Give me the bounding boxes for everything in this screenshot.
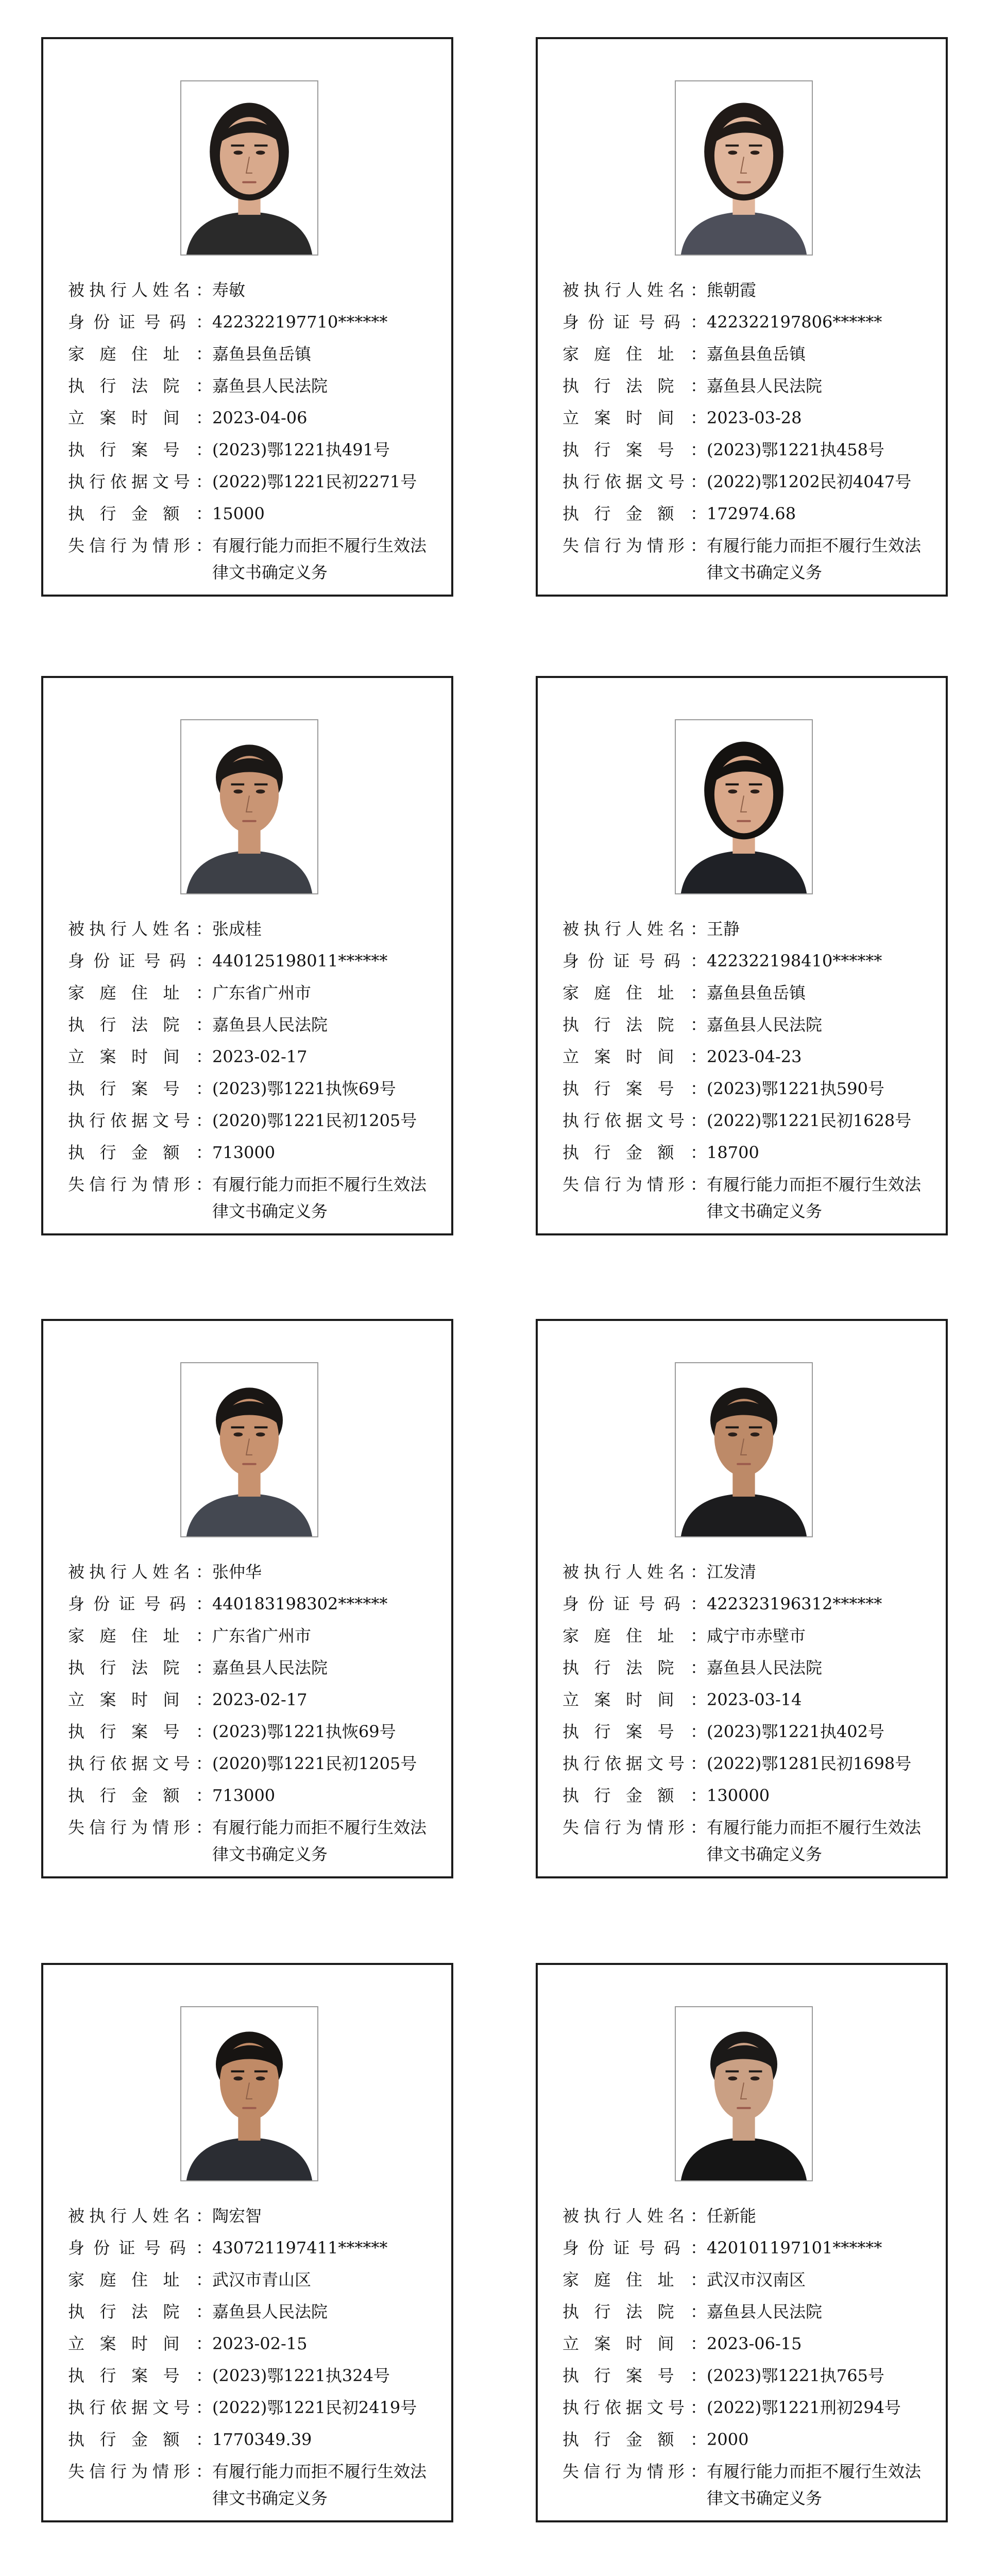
field-row-name	[68, 1556, 441, 1588]
person-card	[536, 37, 948, 597]
field-value-address: 咸宁市赤壁市	[707, 1626, 806, 1646]
field-row-behavior	[68, 2455, 441, 2512]
field-value-behavior: 有履行能力而拒不履行生效法律文书确定义务	[707, 1818, 922, 1864]
field-label-id: 身 份 证 号 码 ：	[68, 951, 212, 971]
field-label-court: 执 行 法 院 ：	[68, 1015, 212, 1035]
field-label-behavior: 失 信 行 为 情 形 ：	[68, 536, 212, 555]
field-label-address: 家 庭 住 址 ：	[562, 983, 707, 1003]
field-row-id	[562, 2232, 935, 2264]
field-value-case: (2023)鄂1221执402号	[707, 1722, 884, 1741]
info-fields	[68, 2200, 441, 2512]
field-value-filed: 2023-04-23	[707, 1047, 802, 1066]
field-value-amount: 2000	[707, 2430, 749, 2449]
field-label-name: 被 执 行 人 姓 名 ：	[562, 1562, 707, 1582]
field-value-name: 王静	[707, 919, 740, 939]
field-value-filed: 2023-02-15	[212, 2334, 308, 2353]
field-label-behavior: 失 信 行 为 情 形 ：	[562, 1175, 707, 1194]
field-row-behavior	[68, 1168, 441, 1225]
field-row-court	[562, 2296, 935, 2328]
field-label-address: 家 庭 住 址 ：	[562, 2270, 707, 2290]
field-value-address: 广东省广州市	[212, 983, 312, 1003]
field-row-court	[562, 1009, 935, 1041]
field-value-amount: 130000	[707, 1786, 770, 1805]
field-value-id: 440183198302******	[212, 1594, 388, 1614]
field-value-court: 嘉鱼县人民法院	[212, 2302, 328, 2321]
field-label-court: 执 行 法 院 ：	[562, 1015, 707, 1035]
field-row-behavior	[68, 1811, 441, 1868]
field-label-filed: 立 案 时 间 ：	[562, 2334, 707, 2353]
field-row-case	[562, 2360, 935, 2392]
field-row-court	[68, 370, 441, 402]
field-value-amount: 15000	[212, 504, 265, 523]
field-value-name: 张仲华	[212, 1562, 262, 1582]
field-row-filed	[68, 2328, 441, 2360]
portrait-photo	[180, 80, 318, 256]
field-row-address	[68, 338, 441, 370]
field-value-filed: 2023-02-17	[212, 1690, 308, 1709]
field-row-id	[562, 306, 935, 338]
field-row-behavior	[562, 1811, 935, 1868]
field-label-behavior: 失 信 行 为 情 形 ：	[562, 536, 707, 555]
field-value-id: 422322197806******	[707, 312, 882, 332]
field-row-filed	[562, 402, 935, 434]
field-label-case: 执 行 案 号 ：	[68, 1722, 212, 1741]
field-value-basis: (2020)鄂1221民初1205号	[212, 1754, 417, 1773]
field-row-address	[68, 2264, 441, 2296]
field-label-amount: 执 行 金 额 ：	[68, 1143, 212, 1162]
field-row-basis	[562, 2392, 935, 2424]
field-value-id: 422322198410******	[707, 951, 882, 971]
field-label-court: 执 行 法 院 ：	[562, 376, 707, 396]
field-value-address: 嘉鱼县鱼岳镇	[707, 983, 806, 1003]
field-value-address: 嘉鱼县鱼岳镇	[212, 344, 312, 364]
field-label-filed: 立 案 时 间 ：	[68, 1690, 212, 1709]
field-label-filed: 立 案 时 间 ：	[562, 408, 707, 428]
info-fields	[68, 913, 441, 1225]
field-row-filed	[68, 402, 441, 434]
field-label-id: 身 份 证 号 码 ：	[68, 1594, 212, 1614]
field-label-id: 身 份 证 号 码 ：	[68, 2238, 212, 2258]
field-value-address: 武汉市青山区	[212, 2270, 312, 2290]
field-label-case: 执 行 案 号 ：	[562, 2366, 707, 2385]
field-label-id: 身 份 证 号 码 ：	[562, 951, 707, 971]
field-label-basis: 执 行 依 据 文 号 ：	[68, 1111, 212, 1130]
field-value-case: (2023)鄂1221执324号	[212, 2366, 390, 2385]
field-row-amount	[562, 498, 935, 530]
person-card	[41, 37, 453, 597]
field-row-filed	[562, 2328, 935, 2360]
field-row-name	[562, 1556, 935, 1588]
field-row-filed	[562, 1041, 935, 1073]
field-value-address: 嘉鱼县鱼岳镇	[707, 344, 806, 364]
field-row-id	[562, 945, 935, 977]
field-row-behavior	[562, 1168, 935, 1225]
field-value-court: 嘉鱼县人民法院	[707, 1015, 823, 1035]
field-row-basis	[562, 1748, 935, 1780]
field-value-court: 嘉鱼县人民法院	[707, 376, 823, 396]
field-label-amount: 执 行 金 额 ：	[562, 504, 707, 523]
portrait-photo	[180, 719, 318, 894]
field-value-address: 武汉市汉南区	[707, 2270, 806, 2290]
field-value-id: 422323196312******	[707, 1594, 882, 1614]
field-label-case: 执 行 案 号 ：	[562, 1079, 707, 1098]
field-row-case	[68, 2360, 441, 2392]
field-row-amount	[68, 1137, 441, 1168]
info-fields	[562, 2200, 935, 2512]
field-label-basis: 执 行 依 据 文 号 ：	[68, 2398, 212, 2417]
field-label-amount: 执 行 金 额 ：	[562, 2430, 707, 2449]
field-value-name: 熊朝霞	[707, 280, 757, 300]
field-row-case	[562, 1073, 935, 1105]
field-label-filed: 立 案 时 间 ：	[562, 1047, 707, 1066]
field-value-behavior: 有履行能力而拒不履行生效法律文书确定义务	[212, 1818, 427, 1864]
field-value-basis: (2022)鄂1221刑初294号	[707, 2398, 901, 2417]
field-label-case: 执 行 案 号 ：	[562, 440, 707, 460]
field-label-court: 执 行 法 院 ：	[562, 2302, 707, 2321]
field-row-name	[68, 913, 441, 945]
field-value-filed: 2023-03-28	[707, 408, 802, 428]
field-label-amount: 执 行 金 额 ：	[562, 1786, 707, 1805]
field-label-case: 执 行 案 号 ：	[562, 1722, 707, 1741]
field-label-name: 被 执 行 人 姓 名 ：	[68, 919, 212, 939]
field-row-name	[562, 913, 935, 945]
field-row-behavior	[68, 530, 441, 586]
field-row-address	[68, 1620, 441, 1652]
field-row-basis	[68, 466, 441, 498]
field-value-amount: 713000	[212, 1143, 276, 1162]
person-card	[41, 1319, 453, 1878]
field-row-case	[68, 1716, 441, 1748]
field-label-filed: 立 案 时 间 ：	[68, 408, 212, 428]
field-row-case	[68, 1073, 441, 1105]
field-label-case: 执 行 案 号 ：	[68, 1079, 212, 1098]
field-value-behavior: 有履行能力而拒不履行生效法律文书确定义务	[212, 536, 427, 582]
field-label-basis: 执 行 依 据 文 号 ：	[68, 472, 212, 492]
field-row-amount	[68, 498, 441, 530]
field-label-behavior: 失 信 行 为 情 形 ：	[562, 2462, 707, 2481]
field-value-name: 寿敏	[212, 280, 246, 300]
field-row-court	[562, 370, 935, 402]
field-row-behavior	[562, 2455, 935, 2512]
field-value-id: 440125198011******	[212, 951, 388, 971]
field-label-id: 身 份 证 号 码 ：	[68, 312, 212, 332]
field-value-address: 广东省广州市	[212, 1626, 312, 1646]
person-card	[536, 1319, 948, 1878]
field-value-amount: 172974.68	[707, 504, 796, 523]
field-value-name: 任新能	[707, 2206, 757, 2226]
field-label-basis: 执 行 依 据 文 号 ：	[562, 2398, 707, 2417]
field-value-case: (2023)鄂1221执恢69号	[212, 1079, 396, 1098]
field-row-id	[562, 1588, 935, 1620]
field-label-id: 身 份 证 号 码 ：	[562, 2238, 707, 2258]
field-row-id	[68, 306, 441, 338]
field-value-case: (2023)鄂1221执765号	[707, 2366, 884, 2385]
field-label-behavior: 失 信 行 为 情 形 ：	[68, 2462, 212, 2481]
field-value-filed: 2023-03-14	[707, 1690, 802, 1709]
field-label-behavior: 失 信 行 为 情 形 ：	[68, 1818, 212, 1837]
field-row-basis	[68, 1105, 441, 1137]
field-value-court: 嘉鱼县人民法院	[707, 1658, 823, 1677]
field-row-amount	[562, 1137, 935, 1168]
field-value-case: (2023)鄂1221执458号	[707, 440, 884, 460]
portrait-photo	[675, 2006, 813, 2181]
field-row-address	[68, 977, 441, 1009]
field-label-id: 身 份 证 号 码 ：	[562, 312, 707, 332]
field-row-case	[68, 434, 441, 466]
field-value-behavior: 有履行能力而拒不履行生效法律文书确定义务	[212, 2462, 427, 2508]
field-value-name: 张成桂	[212, 919, 262, 939]
field-label-behavior: 失 信 行 为 情 形 ：	[68, 1175, 212, 1194]
field-value-court: 嘉鱼县人民法院	[212, 1658, 328, 1677]
field-value-basis: (2022)鄂1281民初1698号	[707, 1754, 912, 1773]
field-value-filed: 2023-06-15	[707, 2334, 802, 2353]
field-row-basis	[562, 466, 935, 498]
field-label-amount: 执 行 金 额 ：	[562, 1143, 707, 1162]
portrait-photo	[675, 1362, 813, 1537]
field-row-filed	[68, 1684, 441, 1716]
field-value-case: (2023)鄂1221执590号	[707, 1079, 884, 1098]
person-card	[536, 1963, 948, 2522]
person-card	[536, 676, 948, 1235]
field-label-name: 被 执 行 人 姓 名 ：	[562, 2206, 707, 2226]
field-label-name: 被 执 行 人 姓 名 ：	[562, 919, 707, 939]
field-value-court: 嘉鱼县人民法院	[212, 1015, 328, 1035]
person-card	[41, 1963, 453, 2522]
field-label-name: 被 执 行 人 姓 名 ：	[68, 2206, 212, 2226]
field-row-amount	[68, 2424, 441, 2455]
field-label-address: 家 庭 住 址 ：	[68, 344, 212, 364]
field-label-court: 执 行 法 院 ：	[68, 1658, 212, 1677]
person-card	[41, 676, 453, 1235]
field-row-basis	[68, 1748, 441, 1780]
field-value-basis: (2022)鄂1202民初4047号	[707, 472, 912, 492]
field-row-name	[68, 2200, 441, 2232]
field-label-filed: 立 案 时 间 ：	[68, 1047, 212, 1066]
field-label-court: 执 行 法 院 ：	[68, 376, 212, 396]
portrait-photo	[675, 80, 813, 256]
field-row-address	[562, 338, 935, 370]
field-label-case: 执 行 案 号 ：	[68, 440, 212, 460]
field-label-amount: 执 行 金 额 ：	[68, 2430, 212, 2449]
field-value-basis: (2022)鄂1221民初1628号	[707, 1111, 912, 1130]
portrait-photo	[180, 1362, 318, 1537]
field-row-id	[68, 2232, 441, 2264]
field-value-amount: 18700	[707, 1143, 759, 1162]
info-fields	[562, 913, 935, 1225]
field-value-behavior: 有履行能力而拒不履行生效法律文书确定义务	[707, 536, 922, 582]
field-label-court: 执 行 法 院 ：	[68, 2302, 212, 2321]
field-value-behavior: 有履行能力而拒不履行生效法律文书确定义务	[707, 2462, 922, 2508]
field-value-basis: (2022)鄂1221民初2419号	[212, 2398, 417, 2417]
field-label-address: 家 庭 住 址 ：	[562, 344, 707, 364]
field-label-address: 家 庭 住 址 ：	[68, 1626, 212, 1646]
info-fields	[68, 1556, 441, 1868]
field-value-amount: 713000	[212, 1786, 276, 1805]
field-row-amount	[562, 2424, 935, 2455]
field-row-name	[68, 274, 441, 306]
info-fields	[562, 274, 935, 586]
field-value-case: (2023)鄂1221执恢69号	[212, 1722, 396, 1741]
field-value-filed: 2023-02-17	[212, 1047, 308, 1066]
field-label-name: 被 执 行 人 姓 名 ：	[562, 280, 707, 300]
field-value-filed: 2023-04-06	[212, 408, 308, 428]
field-value-id: 420101197101******	[707, 2238, 882, 2258]
field-row-case	[562, 1716, 935, 1748]
field-row-basis	[562, 1105, 935, 1137]
field-value-amount: 1770349.39	[212, 2430, 312, 2449]
field-label-behavior: 失 信 行 为 情 形 ：	[562, 1818, 707, 1837]
field-label-filed: 立 案 时 间 ：	[68, 2334, 212, 2353]
field-label-address: 家 庭 住 址 ：	[68, 2270, 212, 2290]
field-value-name: 陶宏智	[212, 2206, 262, 2226]
field-label-amount: 执 行 金 额 ：	[68, 504, 212, 523]
field-row-id	[68, 945, 441, 977]
field-row-court	[562, 1652, 935, 1684]
field-row-case	[562, 434, 935, 466]
field-row-court	[68, 1652, 441, 1684]
field-value-behavior: 有履行能力而拒不履行生效法律文书确定义务	[707, 1175, 922, 1221]
field-value-court: 嘉鱼县人民法院	[707, 2302, 823, 2321]
field-value-case: (2023)鄂1221执491号	[212, 440, 390, 460]
field-row-basis	[68, 2392, 441, 2424]
field-label-amount: 执 行 金 额 ：	[68, 1786, 212, 1805]
field-row-amount	[562, 1780, 935, 1811]
info-fields	[68, 274, 441, 586]
field-label-id: 身 份 证 号 码 ：	[562, 1594, 707, 1614]
field-row-address	[562, 977, 935, 1009]
field-value-court: 嘉鱼县人民法院	[212, 376, 328, 396]
field-label-address: 家 庭 住 址 ：	[68, 983, 212, 1003]
field-value-id: 430721197411******	[212, 2238, 388, 2258]
field-label-basis: 执 行 依 据 文 号 ：	[68, 1754, 212, 1773]
portrait-photo	[675, 719, 813, 894]
field-row-name	[562, 2200, 935, 2232]
field-row-court	[68, 2296, 441, 2328]
field-row-filed	[68, 1041, 441, 1073]
field-row-behavior	[562, 530, 935, 586]
field-row-address	[562, 2264, 935, 2296]
field-label-name: 被 执 行 人 姓 名 ：	[68, 280, 212, 300]
field-label-basis: 执 行 依 据 文 号 ：	[562, 1111, 707, 1130]
field-label-basis: 执 行 依 据 文 号 ：	[562, 1754, 707, 1773]
field-row-filed	[562, 1684, 935, 1716]
field-value-basis: (2022)鄂1221民初2271号	[212, 472, 417, 492]
field-value-behavior: 有履行能力而拒不履行生效法律文书确定义务	[212, 1175, 427, 1221]
field-label-court: 执 行 法 院 ：	[562, 1658, 707, 1677]
field-value-basis: (2020)鄂1221民初1205号	[212, 1111, 417, 1130]
field-value-name: 江发清	[707, 1562, 757, 1582]
field-row-address	[562, 1620, 935, 1652]
field-row-name	[562, 274, 935, 306]
field-row-id	[68, 1588, 441, 1620]
field-label-address: 家 庭 住 址 ：	[562, 1626, 707, 1646]
field-row-amount	[68, 1780, 441, 1811]
field-value-id: 422322197710******	[212, 312, 388, 332]
field-label-case: 执 行 案 号 ：	[68, 2366, 212, 2385]
field-label-basis: 执 行 依 据 文 号 ：	[562, 472, 707, 492]
field-label-name: 被 执 行 人 姓 名 ：	[68, 1562, 212, 1582]
info-fields	[562, 1556, 935, 1868]
field-row-court	[68, 1009, 441, 1041]
field-label-filed: 立 案 时 间 ：	[562, 1690, 707, 1709]
portrait-photo	[180, 2006, 318, 2181]
